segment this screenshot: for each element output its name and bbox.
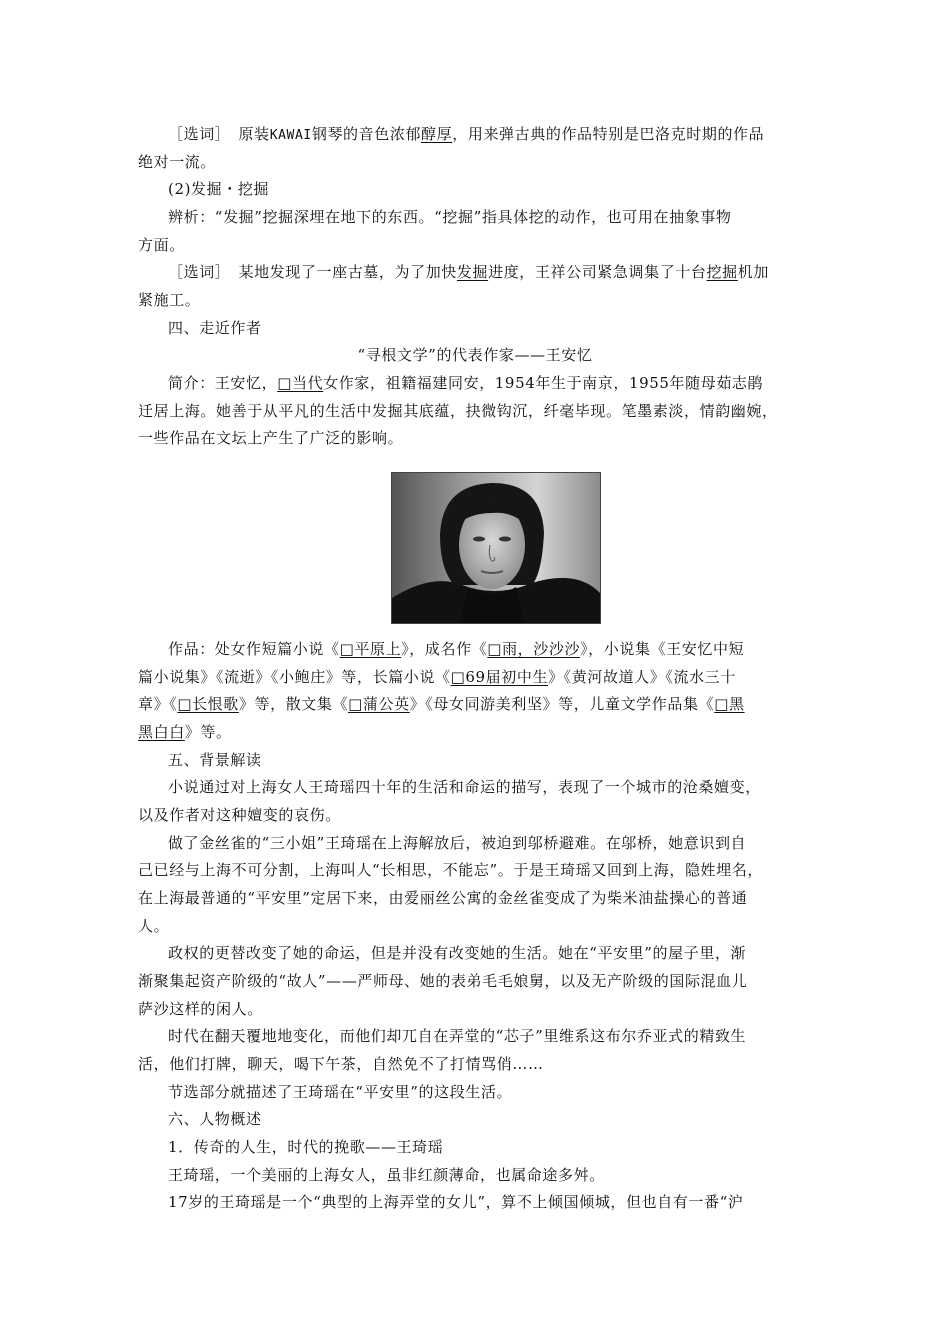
subsection-heading: 1．传奇的人生，时代的挽歌——王琦瑶: [168, 1138, 444, 1156]
text: 》，成名作《: [401, 640, 488, 658]
text-line: [168, 639, 848, 659]
text-line: 人。: [138, 917, 170, 935]
text-line: (2)发掘・挖掘: [168, 180, 270, 198]
text-line: 紧施工。: [138, 291, 201, 309]
section-heading: 五、背景解读: [168, 751, 262, 769]
text-line: 17岁的王琦瑶是一个“典型的上海弄堂的女儿”，算不上倾国倾城，但也自有一番“沪: [168, 1193, 744, 1211]
underlined-word: □长恨歌: [177, 695, 239, 713]
underlined-word: 黑白白: [138, 723, 185, 741]
section-heading: 四、走近作者: [168, 319, 262, 337]
text-line: 时代在翻天覆地地变化，而他们却兀自在弄堂的“芯子”里维系这布尔乔亚式的精致生: [168, 1027, 747, 1045]
underlined-word: □69届初中生: [450, 668, 549, 686]
section-heading: 六、人物概述: [168, 1110, 262, 1128]
text: 》等。: [184, 723, 232, 741]
text-line: 小说通过对上海女人王琦瑶四十年的生活和命运的描写，表现了一个城市的沧桑嬗变，: [168, 778, 761, 796]
text-line: 以及作者对这种嬗变的哀伤。: [138, 806, 341, 824]
text-line: 活，他们打牌，聊天，喝下午茶，自然免不了打情骂俏……: [138, 1055, 544, 1073]
text: 女作家，祖籍福建同安，1954年生于南京，1955年随母茹志鹃: [323, 374, 764, 392]
text-line: 在上海最普通的“平安里”定居下来，由爱丽丝公寓的金丝雀变成了为柴米油盐操心的普通: [138, 889, 748, 907]
text: 篇小说集》《流逝》《小鲍庄》等，长篇小说《: [138, 668, 451, 686]
author-photo: [391, 472, 601, 624]
text-line: 节选部分就描述了王琦瑶在“平安里”的这段生活。: [168, 1083, 513, 1101]
text: 简介：王安忆，: [168, 374, 278, 392]
text-line: 绝对一流。: [138, 153, 217, 171]
portrait-image: [392, 473, 600, 623]
text-line: 王琦瑶，一个美丽的上海女人，虽非红颜薄命，也属命途多舛。: [168, 1166, 605, 1184]
text-line: 一些作品在文坛上产生了广泛的影响。: [138, 429, 404, 447]
text: ，用来弹古典的作品特别是巴洛克时期的作品: [452, 125, 765, 143]
text: KAWAI: [269, 128, 312, 143]
underlined-word: □黑: [714, 695, 745, 713]
text-line: 辨析：“发掘”挖掘深埋在地下的东西。“挖掘”指具体挖的动作，也可用在抽象事物: [168, 208, 732, 226]
text-line: 政权的更替改变了她的命运，但是并没有改变她的生活。她在“平安里”的屋子里，渐: [168, 944, 747, 962]
text-line: 渐聚集起资产阶级的“故人”——严师母、她的表弟毛毛娘舅，以及无产阶级的国际混血儿: [138, 972, 748, 990]
underlined-word: □平原上: [339, 640, 402, 658]
text: 章》《: [138, 695, 178, 713]
text: ［选词］ 某地发现了一座古墓，为了加快: [168, 263, 457, 281]
underlined-word: 挖掘: [706, 263, 738, 281]
text-line: [138, 694, 818, 714]
text-line: 萨沙这样的闲人。: [138, 1000, 263, 1018]
underlined-word: 醇厚: [421, 125, 453, 143]
text-line: [168, 124, 848, 146]
text-line: 迁居上海。她善于从平凡的生活中发掘其底蕴，抉微钩沉，纤毫毕现。笔墨素淡，情韵幽婉，: [138, 402, 778, 420]
text: 钢琴的音色浓郁: [311, 125, 422, 143]
text: 进度，王祥公司紧急调集了十台: [488, 263, 707, 281]
text: 机加: [737, 263, 769, 281]
text-line: [168, 373, 848, 393]
text: 》《母女同游美利坚》等，儿童文学作品集《: [409, 695, 715, 713]
text-line: [138, 667, 818, 687]
underlined-word: □当代: [277, 374, 324, 392]
text: 作品：处女作短篇小说《: [168, 640, 340, 658]
text-line: [138, 722, 818, 742]
underlined-word: □雨，沙沙沙: [487, 640, 581, 658]
text-line: 方面。: [138, 236, 185, 254]
section-title: “寻根文学”的代表作家——王安忆: [357, 346, 593, 364]
text-line: [168, 262, 848, 282]
text: 》《黄河故道人》《流水三十: [548, 668, 736, 686]
text: ［选词］ 原装: [168, 125, 270, 143]
underlined-word: 发掘: [456, 263, 489, 281]
text: 》，小说集《王安忆中短: [580, 640, 745, 658]
text-line: 己已经与上海不可分割，上海叫人“长相思，不能忘”。于是王琦瑶又回到上海，隐姓埋名，: [138, 861, 763, 879]
text: 》等，散文集《: [238, 695, 349, 713]
text-line: 做了金丝雀的“三小姐”王琦瑶在上海解放后，被迫到邬桥避难。在邬桥，她意识到自: [168, 834, 747, 852]
underlined-word: □蒲公英: [348, 695, 410, 713]
